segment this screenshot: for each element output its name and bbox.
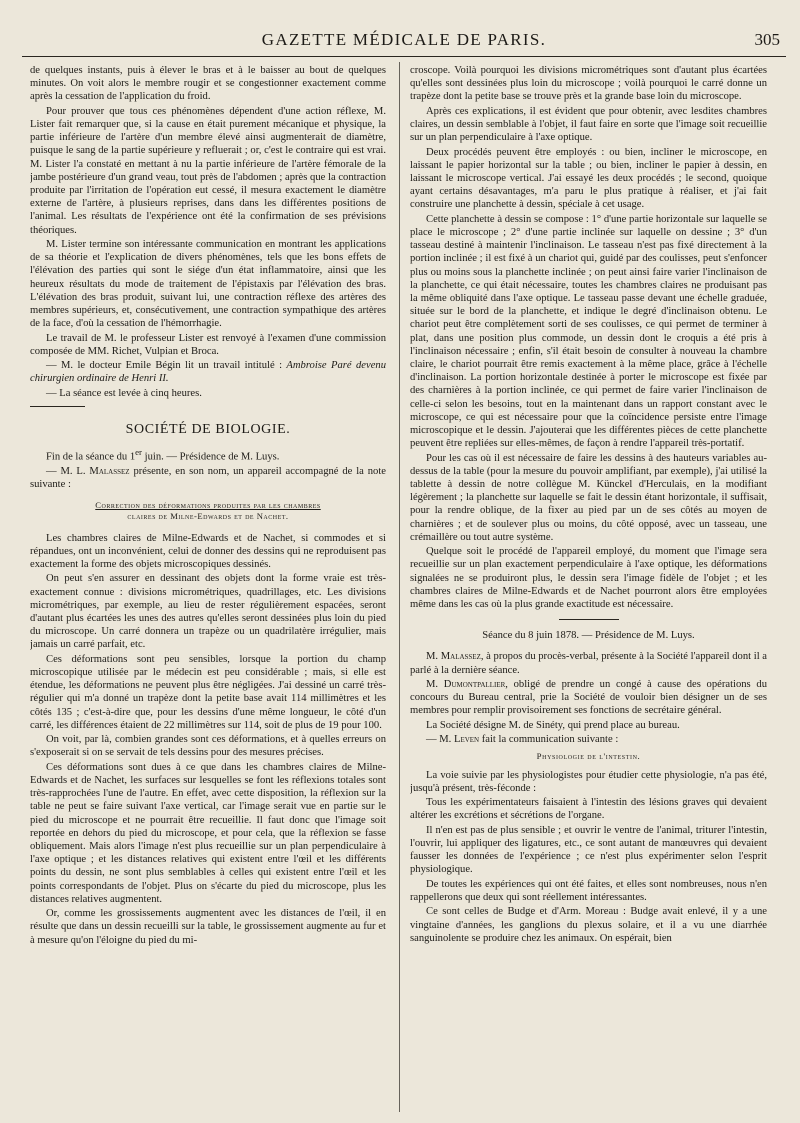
paragraph: Deux procédés peuvent être employés : ou bien, incliner le microscope, en laissant le papier horizontal sur la table ; ou bien, incliner le papier à dessin, en laissant le microscope vertical. J'ai essayé les deux procédés ; le second, quoique ayant certains désavantages, m'a paru le plus pratique à réaliser, et j'ai fait construire une planchette à dessin, spéciale à cet usage.	[410, 146, 767, 211]
subtitle-line: Correction des déformations produites par les chambres	[95, 499, 321, 510]
right-column	[410, 64, 767, 1116]
text-run: fait la communication suivante :	[479, 734, 619, 746]
page-header	[22, 26, 786, 57]
text-run: — M. le docteur Emile Bégin lit un travail intitulé :	[46, 360, 287, 372]
paragraph: On voit, par là, combien grandes sont ces déformations, et à quelles erreurs on s'exposerait si on se servait de tels dessins pour des mesures précises.	[30, 734, 386, 759]
paragraph: Quelque soit le procédé de l'appareil employé, du moment que l'image sera recueillie sur un plan exactement perpendiculaire à l'axe optique, les déformations signalées ne se produiront plus, le dessin sera l'image fidèle de l'objet ; et les chambres claires de Milne-Edwards et de Nachet pourront alors être employées même dans les cas où la plus grande exactitude est nécessaire.	[410, 546, 767, 611]
subtitle-line: claires de Milne-Edwards et de Nachet.	[127, 511, 289, 522]
paragraph: Cette planchette à dessin se compose : 1° d'une partie horizontale sur laquelle se place le microscope ; 2° d'une partie inclinée sur laquelle on dessine ; 3° d'un tasseau destiné à maintenir l'inclinaison. Le tasseau n'est pas fixé directement à la portion inclinée ; il est fixé à un chariot qui, guidé par des coulisses, peut s'enfoncer plus ou moins sous la planchette inclinée ; on peut ainsi faire varier l'inclinaison de la planchette, ce qui était nécessaire, toutes les chambres claires ne produisant pas la même obliquité dans l'axe optique. Le tasseau passe devant une échelle graduée, située sur le bord de la planchette, et indique le degré d'inclinaison obtenu. Le chariot peut être complètement sorti de ses coulisses, ce qui permet de terminer à plat, dans une position plus commode, un dessin dont le croquis a été pris à l'inclinaison nécessaire ; enfin, s'il était besoin de consulter à nouveau la chambre claire, le chariot pourrait être remis exactement à la même place, grâce à l'échelle d'inclinaison. La portion horizontale destinée à porter le microscope est fixée par des charnières à la portion inclinée, ce qui permet de faire varier l'inclinaison de celle-ci selon les besoins, tout en la maintenant dans un rapport constant avec le microscope, ce qui est nécessaire pour que la coïncidence persiste entre l'image microscopique et le dessin. J'ajouterai que les différentes pièces de cette planchette peuvent être repliées sur elles-mêmes, de façon à rendre l'appareil très-portatif.	[410, 213, 767, 450]
paragraph	[30, 465, 386, 491]
paragraph: — La séance est levée à cinq heures.	[46, 387, 202, 399]
paragraph: On peut s'en assurer en dessinant des objets dont la forme vraie est très-exactement connue : divisions micrométriques, quadrillages, etc. Les divisions micrométriques, par exemple, au lieu de rester régulièrement espacées, seront d'autant plus écartées les unes des autres qu'elles seront dessinées plus loin du pied du microscope. Un carré donnera un trapèze ou un quadrilatère irrégulier, mais jamais un carré parfait, etc.	[30, 573, 386, 651]
author-name: Malassez	[89, 466, 130, 478]
separator-rule	[559, 619, 619, 620]
author-name: M. Malassez	[426, 651, 481, 663]
paragraph: La Société désigne M. de Sinéty, qui prend place au bureau.	[426, 719, 680, 731]
paragraph	[410, 650, 767, 676]
paragraph: Les chambres claires de Milne-Edwards et de Nachet, si commodes et si répandues, ont un inconvénient, celui de donner des dessins qui ne reproduisent pas exactement la forme des objets microscopiques dessinés.	[30, 532, 386, 570]
paragraph: De toutes les expériences qui ont été faites, et elles sont nombreuses, nous n'en rappellerons que deux qui sont réellement intéressantes.	[410, 878, 767, 904]
paragraph: Il n'en est pas de plus sensible ; et ouvrir le ventre de l'animal, triturer l'intestin, l'ouvrir, lui appliquer des ligatures, etc., ce sont autant de manœuvres qui devaient fausser les données de l'expérience ; ce n'est plus expérimenter selon l'esprit physiologique.	[410, 824, 767, 876]
text-run: — M. L.	[46, 466, 90, 478]
session-line	[30, 446, 386, 464]
paragraph: Ces déformations sont peu sensibles, lorsque la portion du champ microscopique utilisée par le médecin est peu considérable ; mais, si elle est étendue, les déformations ne peuvent plus être négligées. J'ai dessiné un carré très-régulier qui m'a donné un trapèze dont la petite base avait 114 millimètres et les côtés 135 ; c'est-à-dire que, pour les dessins d'une même longueur, le côté d'un carré, les différences étaient de 22 millimètres sur 114, soit de plus de 19 pour 100.	[30, 653, 386, 731]
session-heading: Séance du 8 juin 1878. — Présidence de M. Luys.	[482, 630, 695, 642]
work-title: Ambroise Paré devenu chirurgien ordinaire de Henri II.	[30, 360, 386, 385]
section-rule	[30, 406, 85, 407]
paragraph: M. Lister termine son intéressante communication en montrant les applications de sa théorie et l'explication de divers phénomènes, tels que les bons effets de l'élévation des parties qui sont le siége d'un état inflammatoire, ainsi que les heureux résultats du mode de traitement de l'épistaxis par l'élévation des bras. L'élévation des bras produit, suivant lui, une contraction réflexe des artères des membres supérieurs, et, consécutivement, une contraction sympathique des artères de la face, d'où la cessation de l'hémorrhagie.	[30, 239, 386, 330]
paragraph	[410, 733, 767, 746]
paragraph: Ces déformations sont dues à ce que dans les chambres claires de Milne-Edwards et de Nachet, les surfaces sur lesquelles se font les réflexions totales sont très-rapprochées l'une de l'autre. En effet, avec cette disposition, la réflexion sur la table ne peut se faire suivant l'axe vertical, car l'image serait vue en partie sur le pied du microscope et ne pourrait être recueillie. Il faut donc que l'image soit reportée en dehors du pied du microscope, et pour cela, que la réflexion se fasse obliquement. Mais alors l'image n'est plus recueillie sur un plan perpendiculaire à l'axe optique ; et les distances relatives qui existent entre l'œil et les différents points du dessin, ne sont plus semblables à celles qui existent entre l'œil et les points correspondants de l'objet. Plus on s'écarte du pied du microscope, plus les distances relatives augmentent.	[30, 761, 386, 905]
article-subtitle: Physiologie de l'intestin.	[536, 751, 641, 762]
paragraph: Tous les expérimentateurs faisaient à l'intestin des lésions graves qui devaient altérer les excrétions et sécrétions de l'organe.	[410, 797, 767, 822]
paragraph	[410, 678, 767, 718]
paragraph: Ce sont celles de Budge et d'Arm. Moreau : Budge avait enlevé, il y a une vingtaine d'années, les ganglions du plexus solaire, et il a vu une diarrhée sanguinolente se produire chez les animaux. On espérait, bien	[410, 906, 767, 944]
text-run: juin. — Présidence de M. Luys.	[142, 451, 280, 463]
paragraph: de quelques instants, puis à élever le bras et à le baisser au bout de quelques minutes. On voit alors le membre rougir et se congestionner exactement comme après la cessation de l'application du froid.	[30, 65, 386, 103]
text-run: , obligé de prendre un congé à cause des opérations du concours du Bureau central, prie la Société de vouloir bien désigner un de ses membres pour remplir provisoirement ses fonctions de secrétaire général.	[410, 679, 767, 717]
superscript: er	[135, 447, 142, 458]
left-column	[30, 64, 386, 1116]
paragraph: Or, comme les grossissements augmentent avec les distances de l'œil, il en résulte que dans un dessin recueilli sur la table, le grossissement augmente au fur et à mesure qu'on l'éloigne du pied du mi-	[30, 908, 386, 946]
paragraph: Le travail de M. le professeur Lister est renvoyé à l'examen d'une commission composée de MM. Richet, Vulpian et Broca.	[30, 332, 386, 357]
paragraph	[30, 359, 386, 385]
paragraph: La voie suivie par les physiologistes pour étudier cette physiologie, n'a pas été, jusqu'à présent, très-féconde :	[410, 769, 767, 794]
author-name: Leven	[453, 734, 480, 746]
article-subtitle	[30, 500, 386, 523]
paragraph: Pour prouver que tous ces phénomènes dépendent d'une action réflexe, M. Lister fait remarquer que, si la cause en était purement mécanique et physique, la partie inférieure de l'artère d'un membre élevé ainsi augmenterait de diamètre, puisque le sang de la partie supérieure y refluerait ; or, c'est le contraire qui est vrai. M. Lister l'a constaté en mettant à nu la partie inférieure de l'artère fémorale de la jambe postérieure d'un grand veau, tout près de l'abdomen ; après que la contraction produite par l'irritation de l'opération eut cessé, il mesura exactement le diamètre externe de l'artère, à plusieurs reprises, dans dans les différentes positions de l'animal. Les résultats de l'expérience ont été la confirmation de ses prévisions théoriques.	[30, 105, 386, 236]
paragraph: Après ces explications, il est évident que pour obtenir, avec lesdites chambres claires, un dessin semblable à l'objet, il faut faire en sorte que l'image soit recueillie sur un plan perpendiculaire à l'axe optique.	[410, 105, 767, 144]
column-divider	[399, 62, 400, 1112]
text-run: Fin de la séance du 1	[46, 451, 136, 463]
journal-title: GAZETTE MÉDICALE DE PARIS.	[261, 30, 547, 49]
paragraph: croscope. Voilà pourquoi les divisions micrométriques sont d'autant plus écartées qu'elles sont dessinées plus loin du microscope ; voilà pourquoi le carré donne un trapèze dont la petite base se trouve près et la grande base loin du microscope.	[410, 65, 767, 103]
text-run: — M.	[426, 734, 454, 746]
text-run: , à propos du procès-verbal, présente à la Société l'appareil dont il a parlé à la dernière séance.	[410, 651, 767, 676]
section-title: SOCIÉTÉ DE BIOLOGIE.	[125, 422, 291, 438]
author-name: M. Dumontpallier	[426, 679, 506, 691]
page-number: 305	[754, 30, 780, 49]
paragraph: Pour les cas où il est nécessaire de faire les dessins à des hauteurs variables au-dessus de la table (pour la mesure du pouvoir amplifiant, par exemple), j'ai utilisé la tablette à dessin de notre collègue M. Künckel d'Herculais, en la modifiant légèrement ; la planchette sur laquelle se fait le dessin étant horizontale, il suffisait, pour la rendre oblique, de la fixer au pied par un de ses côtés au moyen de charnières ; et de soulever plus ou moins, du côté opposé, avec un tasseau, une crémaillère ou tout autre système.	[410, 452, 767, 543]
text-run: présente, en son nom, un appareil accompagné de la note suivante :	[30, 466, 386, 491]
